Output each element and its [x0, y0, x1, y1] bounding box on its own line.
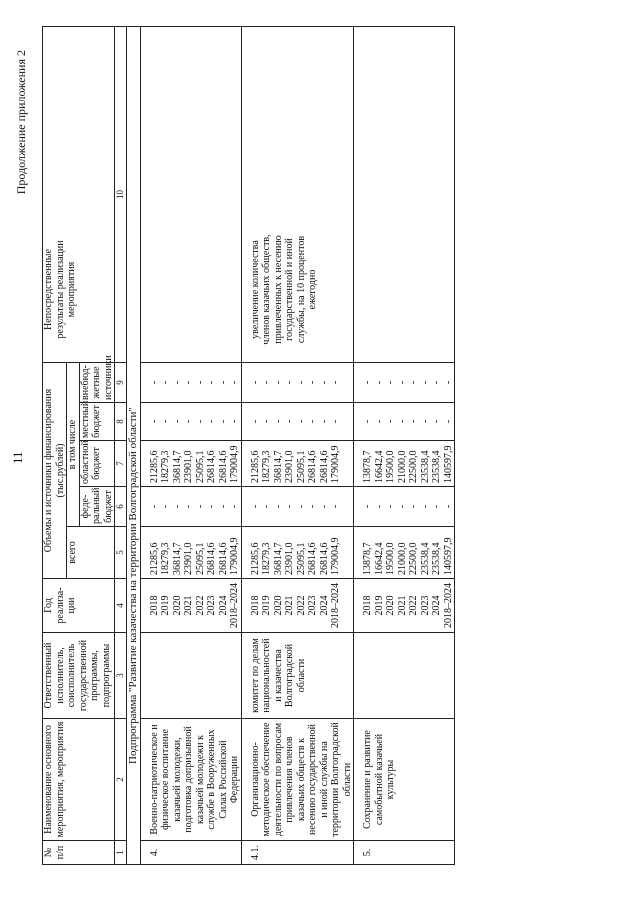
col-number: 10	[115, 27, 127, 363]
extrabudget-value: -	[194, 380, 206, 385]
total-value: 140597,9	[442, 537, 454, 575]
extrabudget-value: -	[295, 380, 307, 385]
row-result	[354, 27, 455, 363]
year-value: 2018	[249, 595, 261, 616]
regional-value: 26814,6	[307, 450, 319, 483]
row-total	[241, 527, 354, 579]
local-value: -	[373, 419, 385, 424]
total-value: 22500,0	[408, 542, 420, 575]
total-value: 26814,6	[206, 542, 218, 575]
extrabudget-value: -	[183, 380, 195, 385]
extrabudget-value: -	[442, 380, 454, 385]
col-number: 7	[115, 441, 127, 487]
regional-value: 22500,0	[408, 450, 420, 483]
local-value: -	[330, 419, 342, 424]
total-value: 21000,0	[396, 542, 408, 575]
row-extrabudget	[140, 363, 241, 403]
row-total	[354, 527, 455, 579]
local-value: -	[442, 419, 454, 424]
regional-value: 26814,6	[217, 450, 229, 483]
extrabudget-value: -	[307, 380, 319, 385]
local-value: -	[284, 419, 296, 424]
year-value: 2019	[373, 595, 385, 616]
year-value: 2018	[362, 595, 374, 616]
extrabudget-value: -	[419, 380, 431, 385]
extrabudget-value: -	[284, 380, 296, 385]
federal-value: -	[183, 504, 195, 509]
federal-value: -	[284, 504, 296, 509]
extrabudget-value: -	[217, 380, 229, 385]
row-number: 5.	[354, 841, 455, 865]
regional-value: 26814,6	[206, 450, 218, 483]
year-value: 2024	[431, 595, 443, 616]
local-value: -	[396, 419, 408, 424]
total-value: 179004,9	[330, 537, 342, 575]
row-number: 4.	[140, 841, 241, 865]
year-value: 2023	[419, 595, 431, 616]
regional-value: 18279,3	[261, 450, 273, 483]
total-value: 23538,4	[431, 542, 443, 575]
regional-value: 140597,9	[442, 445, 454, 483]
year-value: 2020	[171, 595, 183, 616]
page-number: 11	[10, 451, 25, 464]
extrabudget-value: -	[318, 380, 330, 385]
regional-value: 13878,7	[362, 450, 374, 483]
regional-value: 16642,4	[373, 450, 385, 483]
local-value: -	[431, 419, 443, 424]
header-executor: Ответственный исполнитель, соисполнитель государственной программы, подпрограммы	[43, 633, 115, 719]
header-result: Непосредственные результаты реализации мероприятия	[43, 27, 115, 363]
local-value: -	[217, 419, 229, 424]
row-federal	[354, 487, 455, 527]
total-value: 21285,6	[249, 542, 261, 575]
header-total: всего	[67, 527, 115, 579]
row-years	[241, 579, 354, 633]
extrabudget-value: -	[206, 380, 218, 385]
extrabudget-value: -	[362, 380, 374, 385]
extrabudget-value: -	[373, 380, 385, 385]
regional-value: 26814,6	[318, 450, 330, 483]
local-value: -	[385, 419, 397, 424]
local-value: -	[295, 419, 307, 424]
year-value: 2021	[284, 595, 296, 616]
year-value: 2024	[217, 595, 229, 616]
year-value: 2018	[148, 595, 160, 616]
local-value: -	[194, 419, 206, 424]
federal-value: -	[431, 504, 443, 509]
extrabudget-value: -	[330, 380, 342, 385]
local-value: -	[229, 419, 241, 424]
regional-value: 23901,0	[284, 450, 296, 483]
year-value: 2020	[272, 595, 284, 616]
local-value: -	[206, 419, 218, 424]
regional-value: 21285,6	[148, 450, 160, 483]
row-result: увеличение количества членов казачьих обществ, привлеченных к несению государственной и иной службы, на 10 процентов ежегодно	[241, 27, 354, 363]
total-value: 23901,0	[183, 542, 195, 575]
year-value: 2023	[206, 595, 218, 616]
federal-value: -	[396, 504, 408, 509]
row-years	[140, 579, 241, 633]
total-value: 16642,4	[373, 542, 385, 575]
regional-value: 21285,6	[249, 450, 261, 483]
regional-value: 25095,1	[295, 450, 307, 483]
regional-value: 19500,0	[385, 450, 397, 483]
year-value: 2024	[318, 595, 330, 616]
total-value: 21285,6	[148, 542, 160, 575]
total-value: 23538,4	[419, 542, 431, 575]
total-value: 25095,1	[194, 542, 206, 575]
row-name: Сохранение и развитие самобытной казачьей культуры	[354, 719, 455, 841]
header-federal: феде-ральный бюджет	[79, 487, 115, 527]
regional-value: 23901,0	[183, 450, 195, 483]
total-value: 19500,0	[385, 542, 397, 575]
col-number: 5	[115, 527, 127, 579]
federal-value: -	[295, 504, 307, 509]
extrabudget-value: -	[396, 380, 408, 385]
federal-value: -	[217, 504, 229, 509]
extrabudget-value: -	[160, 380, 172, 385]
header-funding: Объемы и источники финансирования (тыс.рублей)	[43, 363, 67, 579]
col-number: 3	[115, 633, 127, 719]
year-value: 2018–2024	[330, 583, 342, 628]
total-value: 23901,0	[284, 542, 296, 575]
regional-value: 21000,0	[396, 450, 408, 483]
regional-value: 179004,9	[229, 445, 241, 483]
row-regional	[241, 441, 354, 487]
local-value: -	[272, 419, 284, 424]
regional-value: 36814,7	[272, 450, 284, 483]
local-value: -	[261, 419, 273, 424]
extrabudget-value: -	[385, 380, 397, 385]
row-local	[140, 403, 241, 441]
row-local	[241, 403, 354, 441]
local-value: -	[171, 419, 183, 424]
col-number: 1	[115, 841, 127, 865]
local-value: -	[408, 419, 420, 424]
row-name: Организационно-методическое обеспечение деятельности по вопросам привлечения членов казачьих обществ к несению государственной и иной службы на территории Волгоградской области	[241, 719, 354, 841]
federal-value: -	[373, 504, 385, 509]
federal-value: -	[307, 504, 319, 509]
extrabudget-value: -	[408, 380, 420, 385]
row-executor	[354, 633, 455, 719]
row-executor: комитет по делам национальностей и казачества Волгоградской области	[241, 633, 354, 719]
local-value: -	[318, 419, 330, 424]
year-value: 2021	[396, 595, 408, 616]
local-value: -	[249, 419, 261, 424]
total-value: 36814,7	[272, 542, 284, 575]
regional-value: 18279,3	[160, 450, 172, 483]
federal-value: -	[318, 504, 330, 509]
header-including: в том числе	[67, 363, 80, 527]
col-number: 6	[115, 487, 127, 527]
year-value: 2022	[408, 595, 420, 616]
federal-value: -	[385, 504, 397, 509]
total-value: 26814,6	[217, 542, 229, 575]
header-number: № п/п	[43, 841, 115, 865]
table-body	[140, 27, 455, 865]
extrabudget-value: -	[171, 380, 183, 385]
extrabudget-value: -	[229, 380, 241, 385]
col-number: 9	[115, 363, 127, 403]
total-value: 18279,3	[160, 542, 172, 575]
federal-value: -	[330, 504, 342, 509]
table-row	[241, 27, 354, 865]
federal-value: -	[171, 504, 183, 509]
row-regional	[354, 441, 455, 487]
row-total	[140, 527, 241, 579]
regional-value: 36814,7	[171, 450, 183, 483]
local-value: -	[148, 419, 160, 424]
local-value: -	[419, 419, 431, 424]
extrabudget-value: -	[249, 380, 261, 385]
federal-value: -	[272, 504, 284, 509]
federal-value: -	[249, 504, 261, 509]
col-number: 8	[115, 403, 127, 441]
total-value: 26814,6	[318, 542, 330, 575]
year-value: 2019	[160, 595, 172, 616]
year-value: 2023	[307, 595, 319, 616]
federal-value: -	[261, 504, 273, 509]
total-value: 26814,6	[307, 542, 319, 575]
local-value: -	[160, 419, 172, 424]
col-number: 4	[115, 579, 127, 633]
local-value: -	[183, 419, 195, 424]
local-value: -	[362, 419, 374, 424]
header-regional: областной бюджет	[79, 441, 115, 487]
extrabudget-value: -	[148, 380, 160, 385]
federal-value: -	[362, 504, 374, 509]
header-year: Год реализа-ции	[43, 579, 115, 633]
total-value: 179004,9	[229, 537, 241, 575]
federal-value: -	[206, 504, 218, 509]
row-local	[354, 403, 455, 441]
year-value: 2022	[194, 595, 206, 616]
year-value: 2018–2024	[442, 583, 454, 628]
row-extrabudget	[354, 363, 455, 403]
table-row	[354, 27, 455, 865]
row-executor	[140, 633, 241, 719]
year-value: 2022	[295, 595, 307, 616]
extrabudget-value: -	[272, 380, 284, 385]
federal-value: -	[442, 504, 454, 509]
header-extrabudget: внебюд-жетные источники	[79, 363, 115, 403]
extrabudget-value: -	[261, 380, 273, 385]
funding-table	[42, 26, 455, 865]
regional-value: 25095,1	[194, 450, 206, 483]
federal-value: -	[194, 504, 206, 509]
total-value: 36814,7	[171, 542, 183, 575]
year-value: 2020	[385, 595, 397, 616]
continuation-note: Продолжение приложения 2	[14, 50, 28, 195]
total-value: 13878,7	[362, 542, 374, 575]
regional-value: 23538,4	[431, 450, 443, 483]
table-row	[140, 27, 241, 865]
year-value: 2021	[183, 595, 195, 616]
row-name: Военно-патриотическое и физическое воспитание казачьей молодежи, подготовка допризывной казачьей молодежи к службе в Вооруженных Силах Российской Федерации	[140, 719, 241, 841]
federal-value: -	[419, 504, 431, 509]
regional-value: 23538,4	[419, 450, 431, 483]
col-number: 2	[115, 719, 127, 841]
row-number: 4.1.	[241, 841, 354, 865]
total-value: 18279,3	[261, 542, 273, 575]
row-extrabudget	[241, 363, 354, 403]
total-value: 25095,1	[295, 542, 307, 575]
federal-value: -	[160, 504, 172, 509]
header-local: местный бюджет	[79, 403, 115, 441]
row-federal	[140, 487, 241, 527]
regional-value: 179004,9	[330, 445, 342, 483]
row-federal	[241, 487, 354, 527]
year-value: 2019	[261, 595, 273, 616]
federal-value: -	[148, 504, 160, 509]
row-regional	[140, 441, 241, 487]
federal-value: -	[408, 504, 420, 509]
row-result	[140, 27, 241, 363]
subprogram-title: Подпрограмма "Развитие казачества на территории Волгоградской области"	[127, 27, 141, 865]
row-years	[354, 579, 455, 633]
extrabudget-value: -	[431, 380, 443, 385]
year-value: 2018–2024	[229, 583, 241, 628]
local-value: -	[307, 419, 319, 424]
federal-value: -	[229, 504, 241, 509]
header-name: Наименование основного мероприятия, мероприятия	[43, 719, 115, 841]
